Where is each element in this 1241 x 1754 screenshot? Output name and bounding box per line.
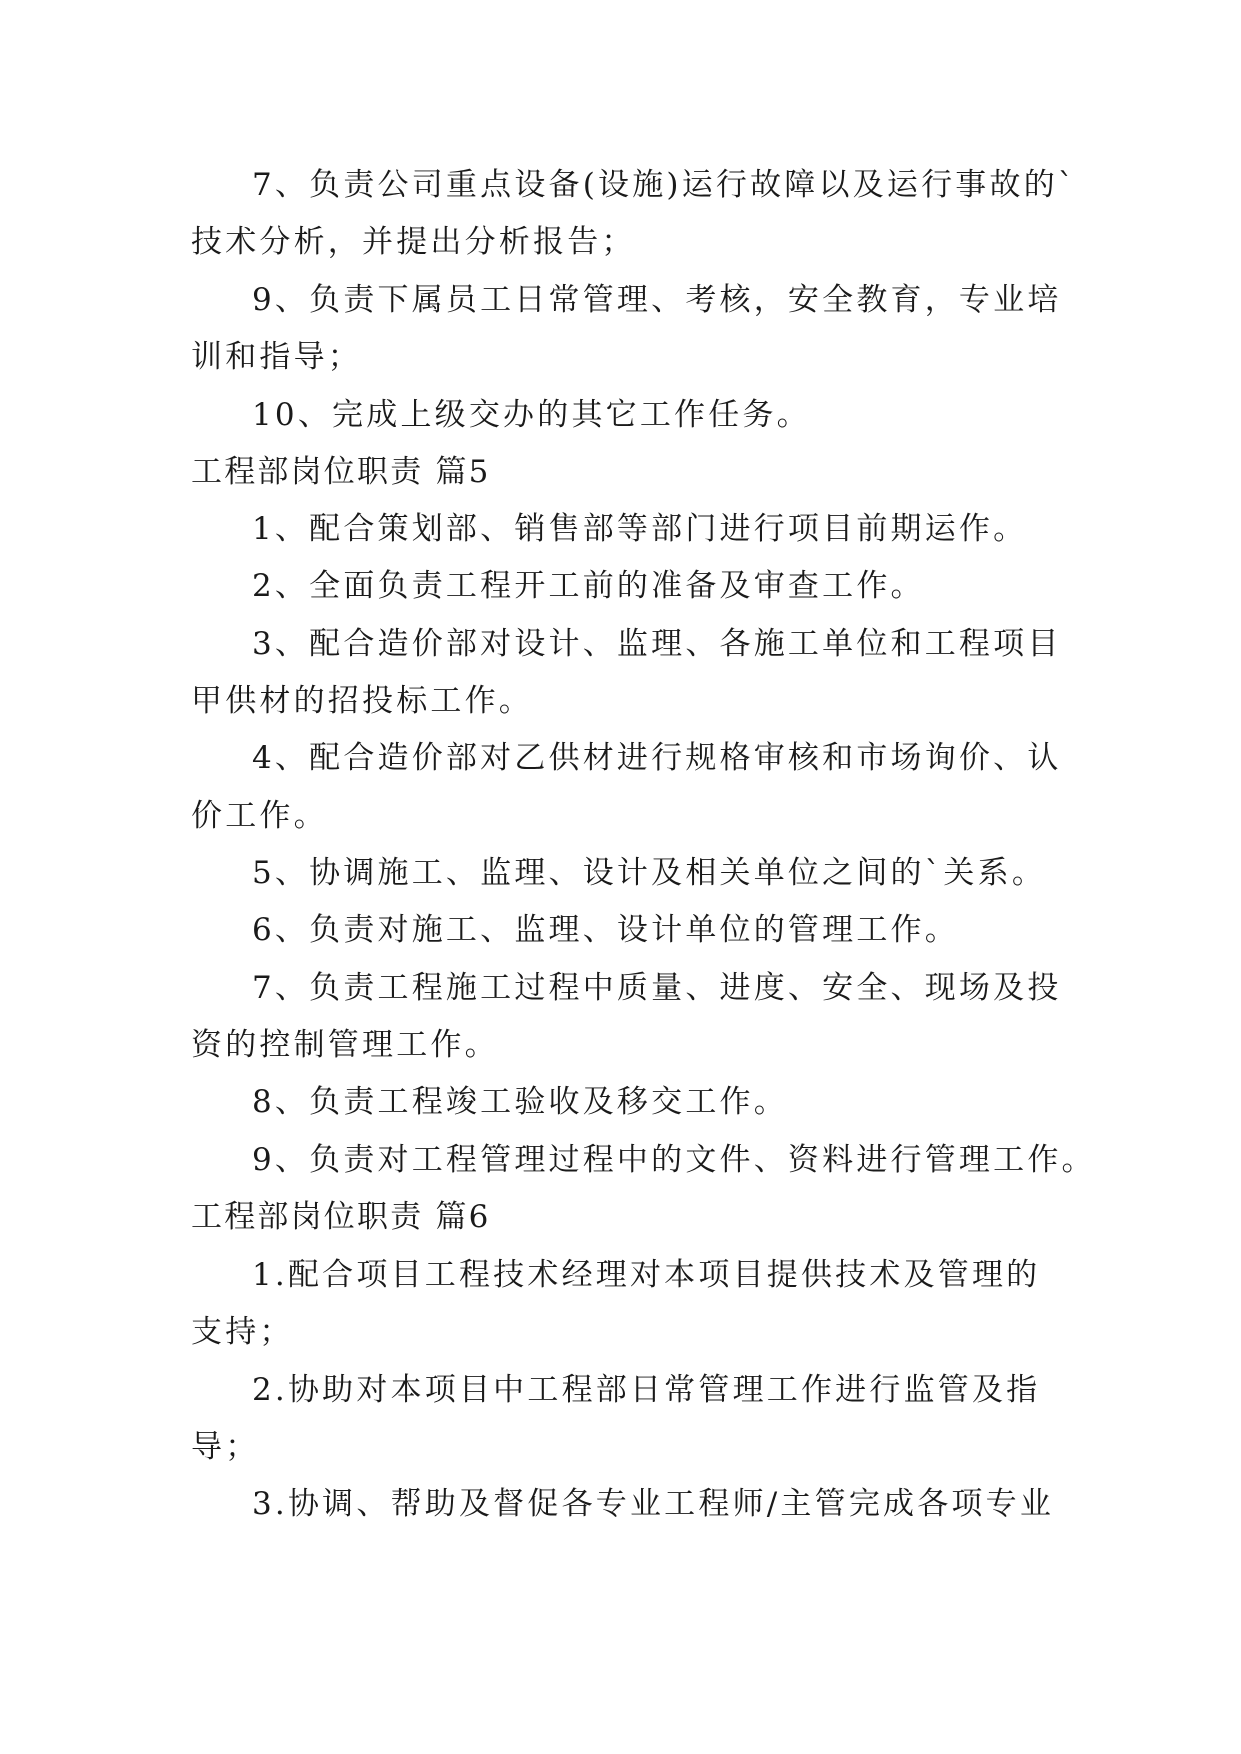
paragraph-9-line-2: 训和指导； [191, 339, 362, 375]
s6-item-2-line-2: 导； [191, 1429, 260, 1465]
s5-item-4-line-2: 价工作。 [191, 798, 328, 834]
s6-item-3-line-1: 3.协调、帮助及督促各专业工程师/主管完成各项专业 [252, 1486, 1055, 1522]
s5-item-7-line-1: 7、负责工程施工过程中质量、进度、安全、现场及投 [252, 970, 1062, 1006]
s5-item-5: 5、协调施工、监理、设计及相关单位之间的`关系。 [252, 855, 1047, 891]
s5-item-2: 2、全面负责工程开工前的准备及审查工作。 [252, 568, 925, 604]
paragraph-10: 10、完成上级交办的其它工作任务。 [252, 397, 811, 433]
s5-item-6: 6、负责对施工、监理、设计单位的管理工作。 [252, 912, 959, 948]
paragraph-9-line-1: 9、负责下属员工日常管理、考核，安全教育，专业培 [252, 282, 1062, 318]
s5-item-1: 1、配合策划部、销售部等部门进行项目前期运作。 [252, 511, 1028, 547]
s5-item-3-line-1: 3、配合造价部对设计、监理、各施工单位和工程项目 [252, 626, 1062, 662]
s5-item-4-line-1: 4、配合造价部对乙供材进行规格审核和市场询价、认 [252, 740, 1062, 776]
s6-item-1-line-1: 1.配合项目工程技术经理对本项目提供技术及管理的 [252, 1257, 1041, 1293]
paragraph-7-line-1: 7、负责公司重点设备(设施)运行故障以及运行事故的` [252, 167, 1077, 203]
paragraph-7-line-2: 技术分析，并提出分析报告； [191, 224, 636, 260]
s5-item-3-line-2: 甲供材的招投标工作。 [191, 683, 533, 719]
s5-item-7-line-2: 资的控制管理工作。 [191, 1027, 499, 1063]
s6-item-2-line-1: 2.协助对本项目中工程部日常管理工作进行监管及指 [252, 1372, 1041, 1408]
s5-item-8: 8、负责工程竣工验收及移交工作。 [252, 1084, 788, 1120]
section-heading-5: 工程部岗位职责 篇5 [191, 454, 491, 490]
section-heading-6: 工程部岗位职责 篇6 [191, 1199, 491, 1235]
s6-item-1-line-2: 支持； [191, 1314, 294, 1350]
s5-item-9: 9、负责对工程管理过程中的文件、资料进行管理工作。 [252, 1142, 1096, 1178]
